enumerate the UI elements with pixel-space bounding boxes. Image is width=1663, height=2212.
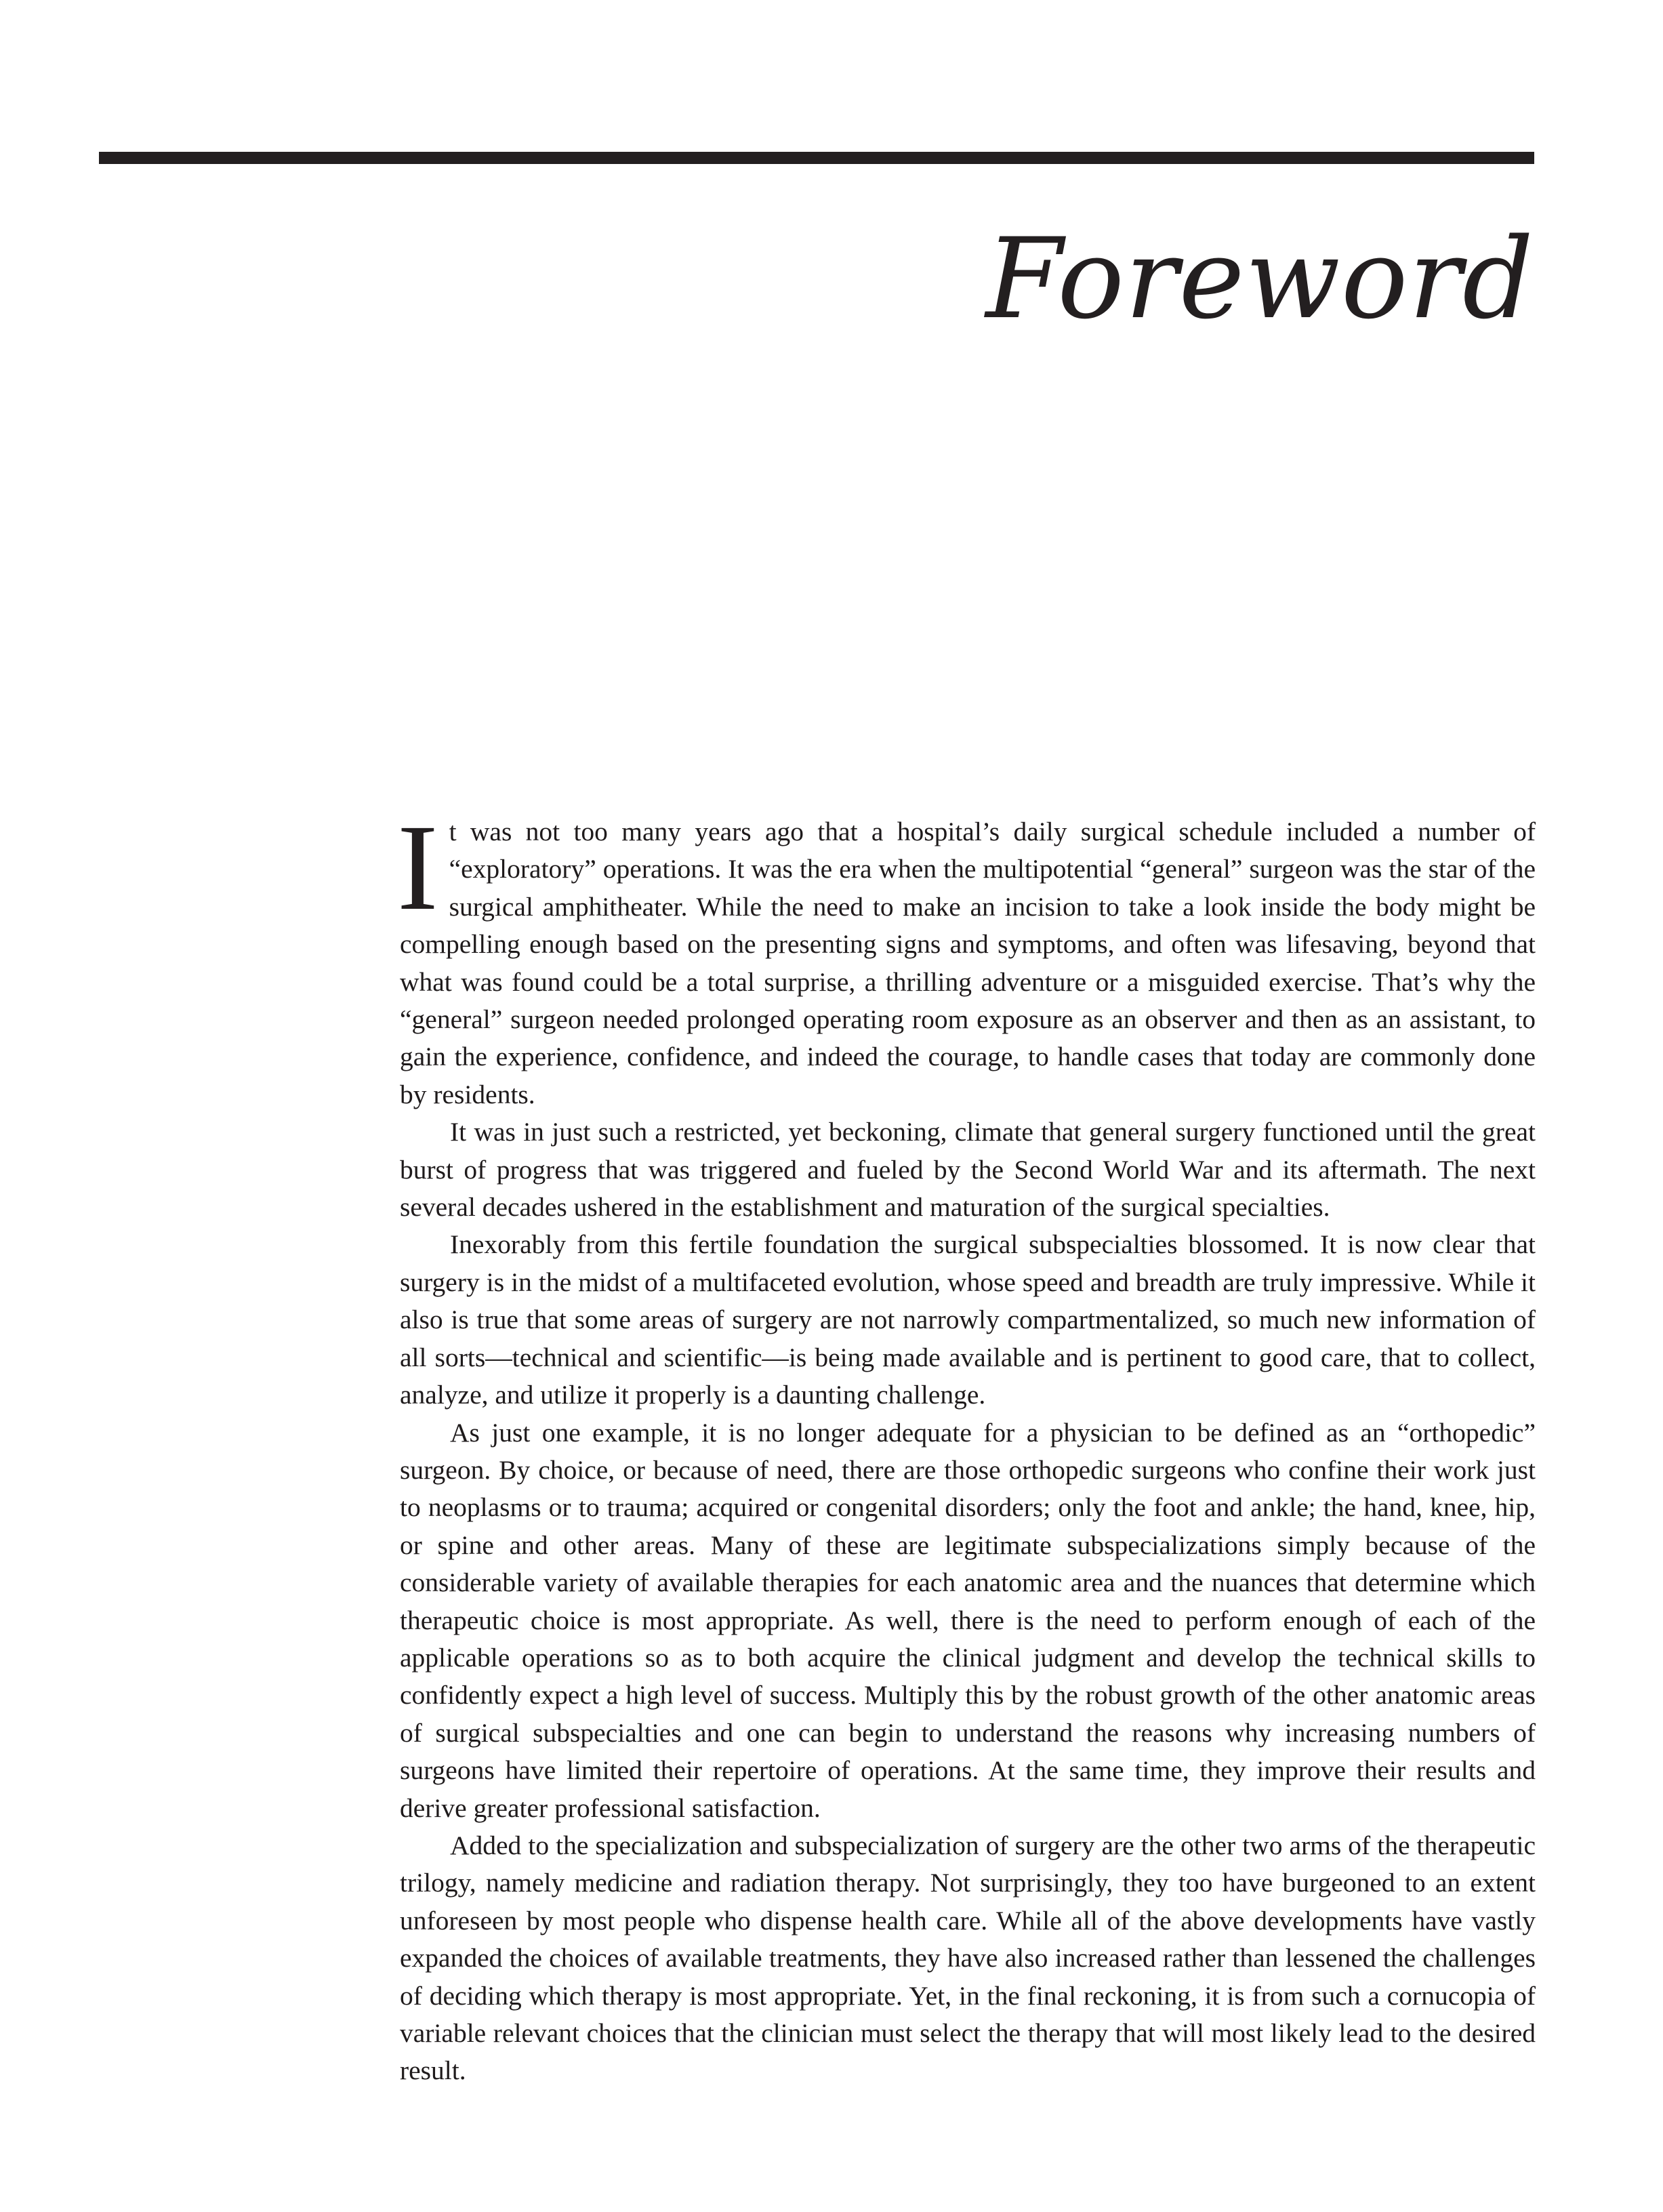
- paragraph-5: Added to the specialization and subspecialization of surgery are the other two arms of the therapeutic trilogy, namely medicine and radiation therapy. Not surprisingly, they too have burgeoned to an extent unforeseen by most people who dispense health care. While all of the above developments have vastly expanded the choices of available treatments, they have also increased rather than lessened the challenges of deciding which therapy is most appropriate. Yet, in the final reckoning, it is from such a cornucopia of variable relevant choices that the clinician must select the therapy that will most likely lead to the desired result.: [400, 1830, 1536, 2086]
- foreword-body: [397, 800, 1536, 2090]
- paragraph-4: As just one example, it is no longer adequate for a physician to be defined as an “orthopedic” surgeon. By choice, or because of need, there are those orthopedic surgeons who confine their work just to neoplasms or to trauma; acquired or congenital disorders; only the foot and ankle; the hand, knee, hip, or spine and other areas. Many of these are legitimate subspecializations simply because of the considerable variety of available therapies for each anatomic area and the nuances that determine which therapeutic choice is most appropriate. As well, there is the need to perform enough of each of the applicable operations so as to both acquire the clinical judgment and develop the technical skills to confidently expect a high level of success. Multiply this by the robust growth of the other anatomic areas of surgical subspecialties and one can begin to understand the reasons why increasing numbers of surgeons have limited their repertoire of operations. At the same time, they improve their results and derive greater professional satisfaction.: [400, 1417, 1536, 1823]
- paragraph-1: [397, 800, 1536, 1113]
- drop-cap: I: [397, 800, 438, 936]
- top-rule: [99, 152, 1534, 164]
- paragraph-1-text: t was not too many years ago that a hospital’s daily surgical schedule included a number of “exploratory” operations. It was the era when the multipotential “general” surgeon was the star of the surgical amphitheater. While the need to make an incision to take a look inside the body might be compelling enough based on the presenting signs and symptoms, and often was lifesaving, beyond that what was found could be a total surprise, a thrilling adventure or a misguided exercise. That’s why the “general” surgeon needed prolonged operating room exposure as an observer and then as an assistant, to gain the experience, confidence, and indeed the courage, to handle cases that today are commonly done by residents.: [400, 817, 1536, 1109]
- page-title: Foreword: [985, 214, 1534, 344]
- paragraph-3: Inexorably from this fertile foundation the surgical subspecialties blossomed. It is now clear that surgery is in the midst of a multifaceted evolution, whose speed and breadth are truly impressive. While it also is true that some areas of surgery are not narrowly compartmentalized, so much new information of all sorts—technical and scientific—is being made available and is pertinent to good care, that to collect, analyze, and utilize it properly is a daunting challenge.: [400, 1229, 1536, 1410]
- paragraph-2: It was in just such a restricted, yet beckoning, climate that general surgery functioned until the great burst of progress that was triggered and fueled by the Second World War and its aftermath. The next several decades ushered in the establishment and maturation of the surgical specialties.: [400, 1117, 1536, 1223]
